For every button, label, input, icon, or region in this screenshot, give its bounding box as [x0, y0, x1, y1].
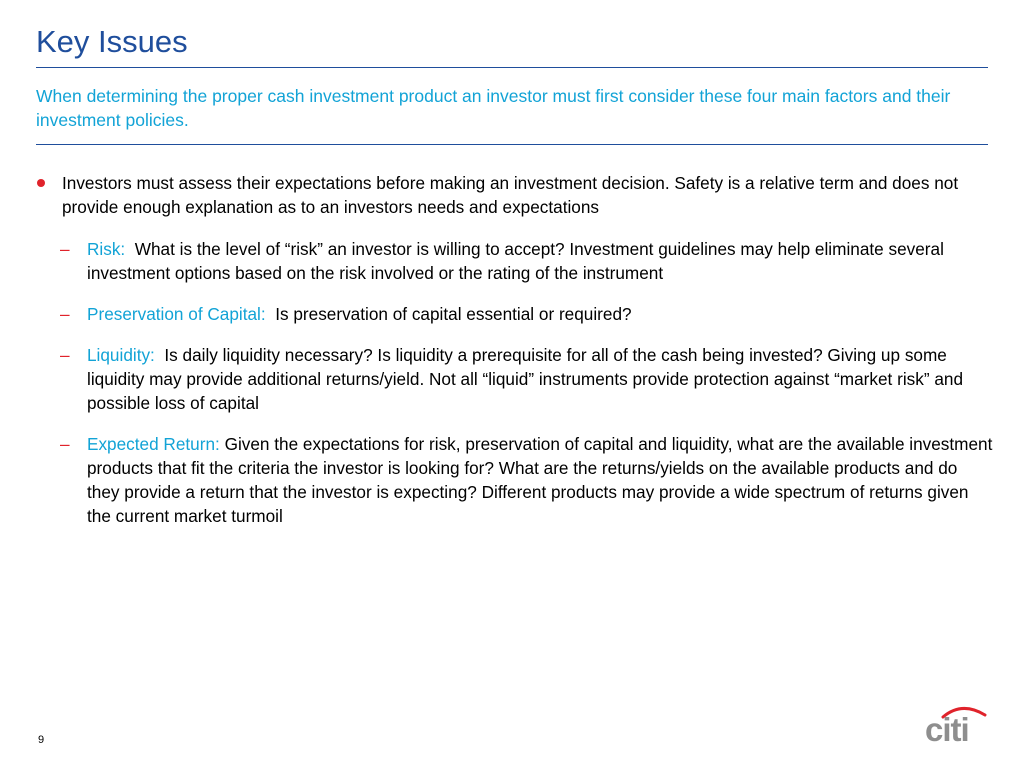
citi-logo: [924, 700, 988, 746]
sub-bullet-label: Preservation of Capital:: [87, 304, 266, 324]
dash-icon: –: [60, 345, 70, 365]
main-bullet: [36, 171, 994, 219]
sub-bullet-label: Risk:: [87, 239, 126, 259]
sub-bullet-text: Given the expectations for risk, preservation of capital and liquidity, what are the available investment products that fit the criteria the investor is looking for? What are the returns/yields on the available products and do they provide a return that the investor is expecting? Different products may provide a wide spectrum of returns given the current market turmoil: [87, 434, 993, 526]
sub-bullet-liquidity: [36, 343, 994, 415]
page-number: 9: [38, 734, 45, 746]
dash-icon: –: [60, 434, 70, 454]
sub-bullet-text: Is daily liquidity necessary? Is liquidity a prerequisite for all of the cash being invested? Giving up some liquidity may provide additional returns/yield. Not all “liquid” instruments provide protection against “market risk” and possible loss of capital: [87, 345, 964, 413]
sub-bullet-expected-return: [36, 432, 994, 528]
sub-bullet-text: What is the level of “risk” an investor is willing to accept? Investment guidelines may help eliminate several investment options based on the risk involved or the rating of the instrument: [87, 239, 944, 283]
bullet-dot-icon: [37, 179, 45, 187]
main-bullet-text: Investors must assess their expectations before making an investment decision. Safety is a relative term and does not provide enough explanation as to an investors needs and expectations: [62, 173, 959, 217]
dash-icon: –: [60, 239, 70, 259]
sub-bullet-risk: [36, 237, 994, 285]
sub-bullet-label: Expected Return:: [87, 434, 220, 454]
slide-subtitle: When determining the proper cash investment product an investor must first consider these four main factors and their investment policies.: [36, 86, 951, 130]
logo-wordmark: citi: [925, 711, 969, 746]
sub-bullet-label: Liquidity:: [87, 345, 155, 365]
subtitle-divider: [36, 144, 988, 145]
title-divider: [36, 67, 988, 68]
dash-icon: –: [60, 304, 70, 324]
sub-bullet-text: Is preservation of capital essential or required?: [275, 304, 632, 324]
sub-bullet-preservation-of-capital: [36, 302, 994, 326]
slide-title: Key Issues: [36, 24, 188, 59]
slide-content: [36, 171, 994, 545]
